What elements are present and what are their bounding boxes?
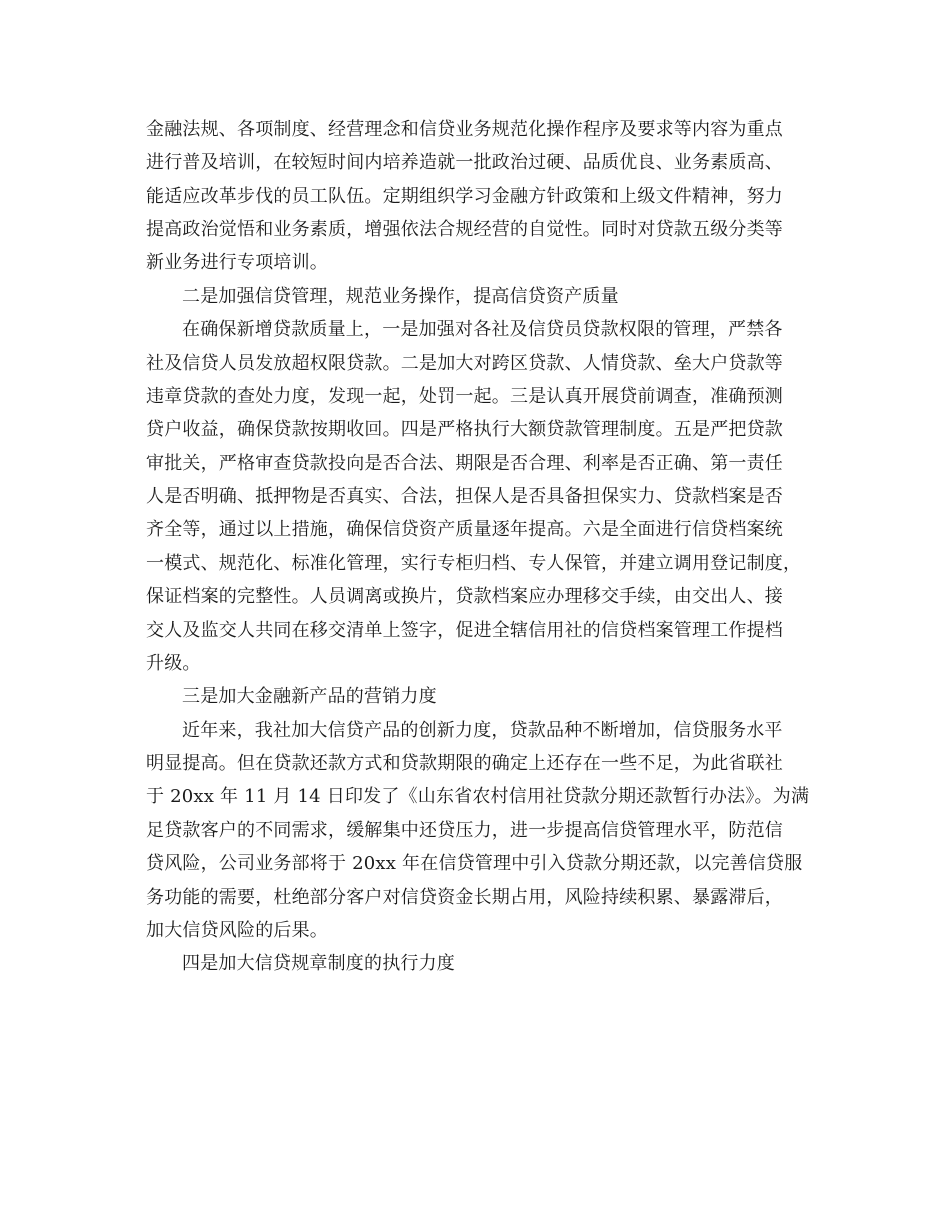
text-line: 务功能的需要，杜绝部分客户对信贷资金长期占用，风险持续积累、暴露滞后， [146, 887, 783, 908]
text-line: 在确保新增贷款质量上，一是加强对各社及信贷员贷款权限的管理，严禁各 [182, 319, 783, 340]
text-line: 齐全等，通过以上措施，确保信贷资产质量逐年提高。六是全面进行信贷档案统 [146, 519, 783, 540]
text-line: 社及信贷人员发放超权限贷款。二是加大对跨区贷款、人情贷款、垒大户贷款等 [146, 353, 783, 374]
text-line: 提高政治觉悟和业务素质，增强依法合规经营的自觉性。同时对贷款五级分类等 [146, 219, 783, 240]
text-line: 能适应改革步伐的员工队伍。定期组织学习金融方针政策和上级文件精神，努力 [146, 186, 783, 207]
text-line: 金融法规、各项制度、经营理念和信贷业务规范化操作程序及要求等内容为重点 [146, 119, 783, 140]
section-heading: 二是加强信贷管理，规范业务操作，提高信贷资产质量 [182, 286, 619, 307]
text-line: 近年来，我社加大信贷产品的创新力度，贷款品种不断增加，信贷服务水平 [182, 720, 783, 741]
text-line: 加大信贷风险的后果。 [146, 920, 328, 941]
text-line: 一模式、规范化、标准化管理，实行专柜归档、专人保管，并建立调用登记制度， [146, 553, 802, 574]
text-line: 足贷款客户的不同需求，缓解集中还贷压力，进一步提高信贷管理水平，防范信 [146, 820, 783, 841]
text-line: 交人及监交人共同在移交清单上签字，促进全辖信用社的信贷档案管理工作提档 [146, 620, 783, 641]
text-line: 明显提高。但在贷款还款方式和贷款期限的确定上还存在一些不足，为此省联社 [146, 753, 783, 774]
text-line: 进行普及培训，在较短时间内培养造就一批政治过硬、品质优良、业务素质高、 [146, 152, 783, 173]
text-line: 贷风险，公司业务部将于 20xx 年在信贷管理中引入贷款分期还款，以完善信贷服 [146, 853, 803, 874]
text-line: 审批关，严格审查贷款投向是否合法、期限是否合理、利率是否正确、第一责任 [146, 453, 783, 474]
text-line: 贷户收益，确保贷款按期收回。四是严格执行大额贷款管理制度。五是严把贷款 [146, 419, 783, 440]
text-line: 升级。 [146, 653, 201, 674]
section-heading: 四是加大信贷规章制度的执行力度 [182, 953, 455, 974]
section-heading: 三是加大金融新产品的营销力度 [182, 686, 437, 707]
text-line: 于 20xx 年 11 月 14 日印发了《山东省农村信用社贷款分期还款暂行办法》。为满 [146, 786, 810, 807]
text-line: 保证档案的完整性。人员调离或换片，贷款档案应办理移交手续，由交出人、接 [146, 586, 783, 607]
text-line: 新业务进行专项培训。 [146, 252, 328, 273]
text-line: 违章贷款的查处力度，发现一起，处罚一起。三是认真开展贷前调查，准确预测 [146, 386, 783, 407]
text-line: 人是否明确、抵押物是否真实、合法，担保人是否具备担保实力、贷款档案是否 [146, 486, 783, 507]
